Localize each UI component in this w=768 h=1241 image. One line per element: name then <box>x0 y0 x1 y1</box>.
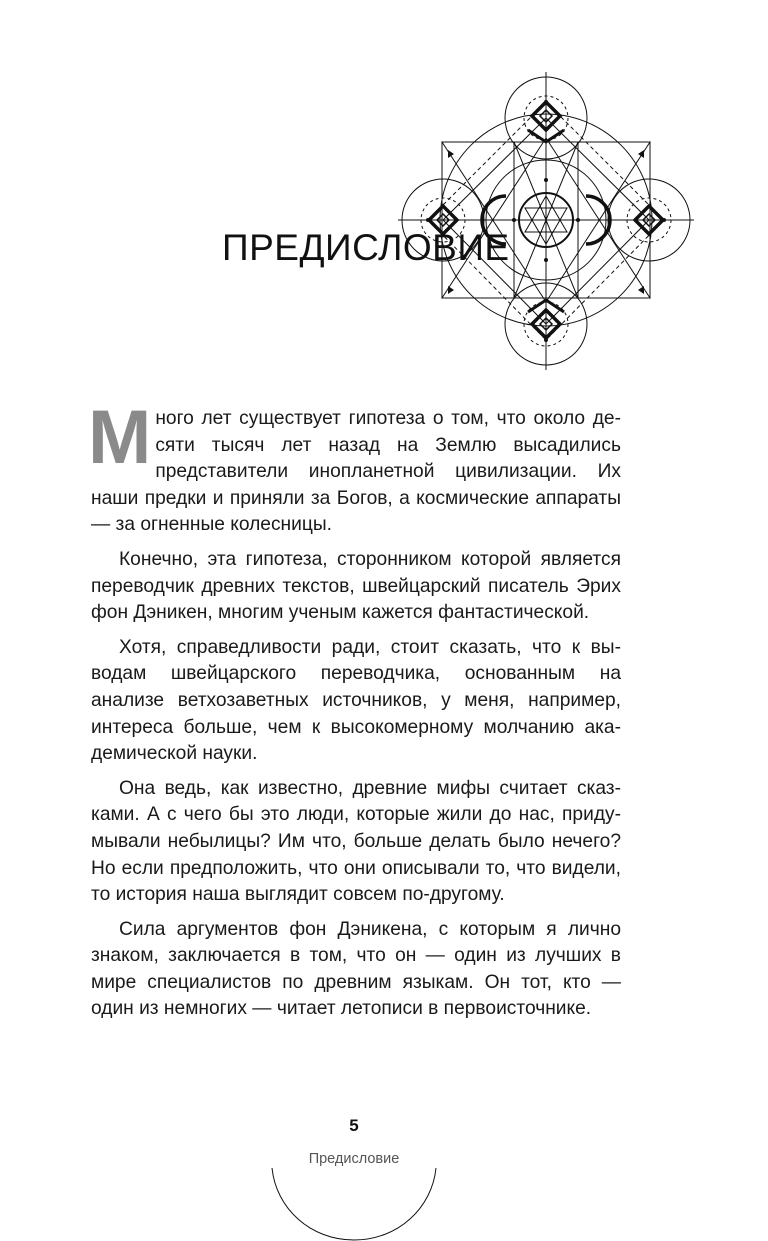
body-text <box>88 395 621 1031</box>
paragraph: Она ведь, как известно, древние мифы считает сказками. А с чего бы это люди, которые жили до нас, придумывали небылицы? Им что, больше делать было нечего? Но если предположить, что они описывали то, что видели, то история наша выглядит совсем по-другому. <box>91 777 621 906</box>
drop-cap: М <box>88 395 152 480</box>
paragraph: Конечно, эта гипотеза, сторонником которой является переводчик древних текстов, швейцарский писатель Эрих фон Дэникен, многим ученым кажется фантастической. <box>91 548 621 624</box>
chapter-title: ПРЕДИСЛОВИЕ <box>222 227 510 268</box>
running-head: Предисловие <box>308 1151 400 1167</box>
paragraph-text: ного лет существует гипотеза о том, что около десяти тысяч лет назад на Землю высадились представители инопланетной цивилизации. Их наши предки и приняли за Богов, а космические аппараты — за огненные колесницы. <box>91 408 621 536</box>
paragraph: Сила аргументов фон Дэникена, с которым я лично знаком, заключается в том, что он — один из лучших в мире специалистов по древним языкам. Он тот, кто — один из немногих — читает летописи в первоисточнике. <box>91 918 621 1020</box>
footer-arc-icon <box>270 1168 438 1241</box>
page-number: 5 <box>349 1116 359 1135</box>
sacred-geometry-emblem-icon <box>398 72 694 370</box>
paragraph: Хотя, справедливости ради, стоит сказать, что к выводам швейцарского переводчика, основанным на анализе ветхозаветных источников, у меня, например, интереса больше, чем к высокомерному молчанию академической науки. <box>91 636 621 765</box>
paragraph <box>88 395 621 539</box>
